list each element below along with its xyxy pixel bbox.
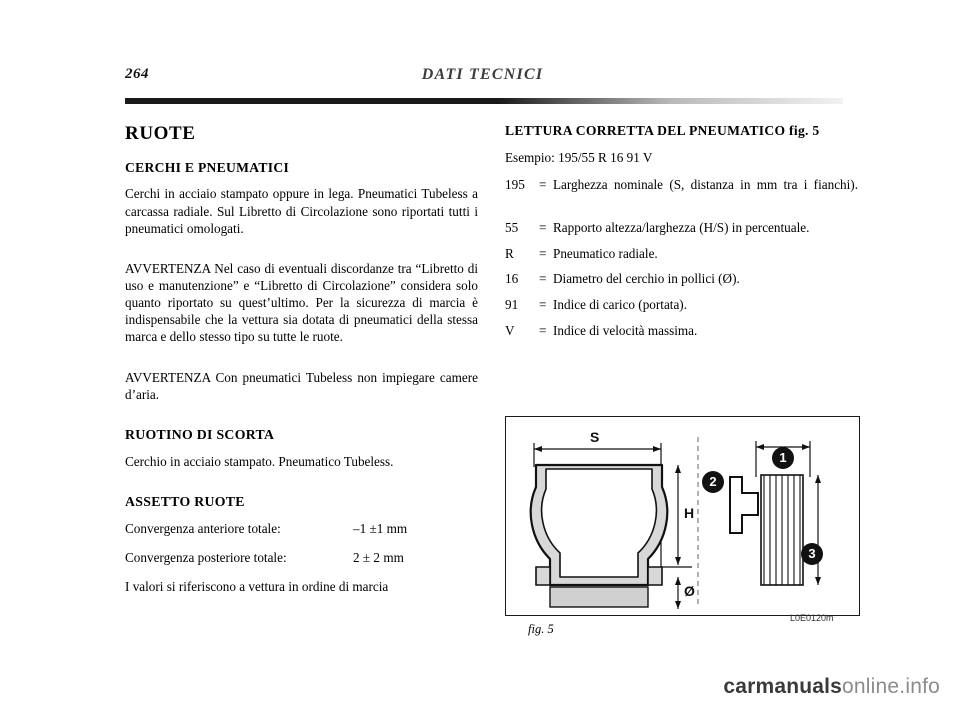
definition-value: Pneumatico radiale. bbox=[553, 245, 658, 261]
spacer bbox=[125, 484, 478, 493]
definition-equals: = bbox=[539, 271, 547, 287]
figure-badge-2: 2 bbox=[702, 471, 724, 493]
definition-row bbox=[505, 271, 858, 288]
definition-equals: = bbox=[539, 297, 547, 313]
definition-row bbox=[505, 220, 858, 237]
subheading-cerchi-pneumatici: CERCHI E PNEUMATICI bbox=[125, 159, 290, 175]
paragraph-valori-nota: I valori si riferiscono a vettura in ordine di marcia bbox=[125, 579, 389, 595]
left-column bbox=[125, 122, 478, 595]
value-label: Convergenza posteriore totale: bbox=[125, 550, 287, 566]
definition-equals: = bbox=[539, 219, 547, 235]
section-heading-ruote: RUOTE bbox=[125, 123, 196, 144]
figure-caption: fig. 5 bbox=[528, 622, 554, 636]
definition-row bbox=[505, 177, 858, 211]
definition-key: R bbox=[505, 245, 514, 261]
paragraph-cerchi: Cerchi in acciaio stampato oppure in lega. Pneumatici Tubeless a carcassa radiale. Sul Libretto di Circolazione sono riportati tutti i pneumatici omologati. bbox=[125, 186, 478, 236]
definition-list bbox=[505, 177, 858, 340]
figure-code: L0E0120m bbox=[790, 613, 834, 623]
value-row-convergenza-posteriore bbox=[125, 549, 478, 566]
definition-row bbox=[505, 323, 858, 340]
tyre-diagram-svg bbox=[506, 417, 859, 615]
value-label: Convergenza anteriore totale: bbox=[125, 520, 281, 536]
spacer bbox=[125, 251, 478, 260]
definition-value: Diametro del cerchio in pollici (Ø). bbox=[553, 271, 740, 287]
subheading-ruotino: RUOTINO DI SCORTA bbox=[125, 426, 275, 442]
watermark-domain: online.info bbox=[842, 675, 940, 698]
definition-key: V bbox=[505, 323, 515, 339]
figure-label-h: H bbox=[684, 505, 695, 521]
subheading-lettura-pneumatico: LETTURA CORRETTA DEL PNEUMATICO fig. 5 bbox=[505, 123, 820, 138]
definition-value: Indice di velocità massima. bbox=[553, 323, 698, 339]
watermark-brand: carmanuals bbox=[723, 675, 843, 698]
definition-value: Rapporto altezza/larghezza (H/S) in percentuale. bbox=[553, 219, 810, 235]
definition-equals: = bbox=[539, 323, 547, 339]
spacer bbox=[125, 360, 478, 369]
definition-key: 91 bbox=[505, 297, 519, 313]
value-amount: 2 ± 2 mm bbox=[353, 550, 404, 566]
subheading-assetto-ruote: ASSETTO RUOTE bbox=[125, 494, 245, 509]
page-number: 264 bbox=[125, 66, 149, 82]
definition-value: Indice di carico (portata). bbox=[553, 297, 687, 313]
figure-label-s: S bbox=[590, 429, 600, 445]
page-title: DATI TECNICI bbox=[421, 66, 544, 83]
definition-equals: = bbox=[539, 245, 547, 261]
figure-badge-1: 1 bbox=[772, 447, 794, 469]
figure-label-diameter: Ø bbox=[684, 583, 695, 599]
definition-row bbox=[505, 297, 858, 314]
header-divider bbox=[125, 98, 843, 104]
value-row-convergenza-anteriore bbox=[125, 520, 478, 537]
tyre-diagram bbox=[505, 416, 860, 616]
definition-key: 16 bbox=[505, 271, 519, 287]
paragraph-ruotino: Cerchio in acciaio stampato. Pneumatico Tubeless. bbox=[125, 453, 394, 469]
paragraph-avvertenza-1: AVVERTENZA Nel caso di eventuali discordanze tra “Libretto di uso e manutenzione” e “Libretto di Circolazione” considera solo quanto riportato su quest’ultimo. Per la sicurezza di marcia è indispensabile che la vettura sia dotata di pneumatici della stessa marca e dello stesso tipo su tutte le ruote. bbox=[125, 260, 478, 345]
figure-badge-3: 3 bbox=[801, 543, 823, 565]
definition-row bbox=[505, 246, 858, 263]
definition-key: 195 bbox=[505, 176, 525, 192]
definition-value: Larghezza nominale (S, distanza in mm tra i fianchi). bbox=[553, 176, 858, 192]
definition-equals: = bbox=[539, 176, 547, 192]
definition-key: 55 bbox=[505, 219, 519, 235]
footer-watermark bbox=[723, 675, 940, 699]
page-header bbox=[125, 66, 840, 92]
paragraph-avvertenza-2: AVVERTENZA Con pneumatici Tubeless non impiegare camere d’aria. bbox=[125, 369, 478, 402]
example-line: Esempio: 195/55 R 16 91 V bbox=[505, 149, 653, 165]
value-amount: –1 ±1 mm bbox=[353, 520, 408, 536]
spacer bbox=[125, 417, 478, 426]
right-column bbox=[505, 122, 858, 349]
